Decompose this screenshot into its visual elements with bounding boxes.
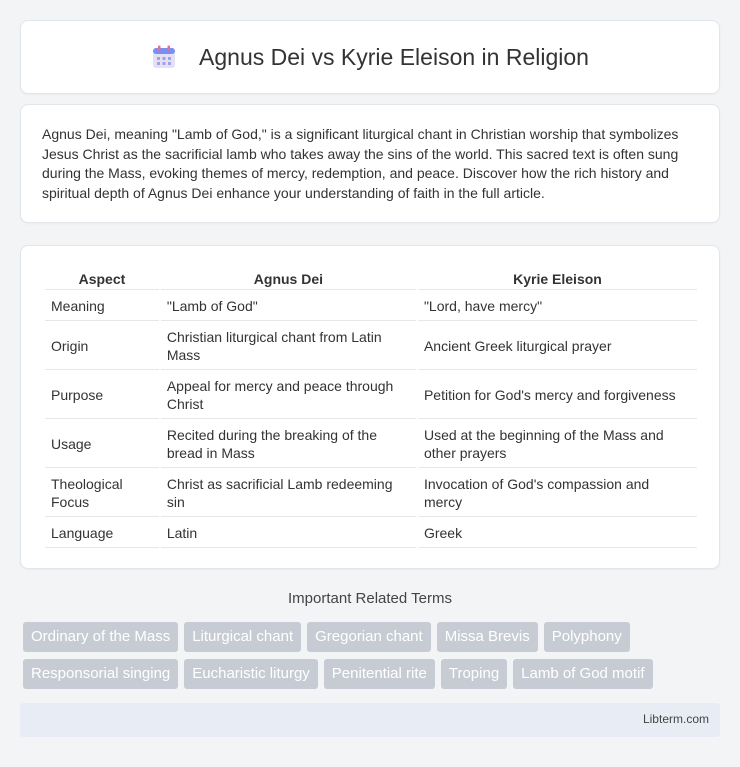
term-tag[interactable]: Gregorian chant xyxy=(307,622,431,652)
footer-site-link[interactable]: Libterm.com xyxy=(642,712,709,726)
table-cell: "Lord, have mercy" xyxy=(418,292,697,321)
comparison-table xyxy=(43,266,699,550)
intro-text: Agnus Dei, meaning "Lamb of God," is a significant liturgical chant in Christian worship that symbolizes Jesus Christ as the sacrificial lamb who takes away the sins of the world. This sacred text is often sung during the Mass, evoking themes of mercy, redemption, and peace. Discover how the rich history and spiritual depth of Agnus Dei enhance your understanding of faith in the full article. xyxy=(42,126,679,201)
term-tag[interactable]: Polyphony xyxy=(544,622,630,652)
intro-card xyxy=(20,104,720,223)
comparison-card xyxy=(20,245,720,569)
table-row xyxy=(45,372,697,419)
table-cell: Language xyxy=(45,519,159,548)
table-row xyxy=(45,292,697,321)
table-cell: Usage xyxy=(45,421,159,468)
term-tag[interactable]: Ordinary of the Mass xyxy=(23,622,178,652)
table-cell: Petition for God's mercy and forgiveness xyxy=(418,372,697,419)
table-row xyxy=(45,323,697,370)
table-cell: Latin xyxy=(161,519,416,548)
calendar-icon xyxy=(151,44,177,70)
table-row xyxy=(45,519,697,548)
term-tag[interactable]: Penitential rite xyxy=(324,659,435,689)
term-tag[interactable]: Missa Brevis xyxy=(437,622,538,652)
table-row xyxy=(45,421,697,468)
table-cell: Recited during the breaking of the bread in Mass xyxy=(161,421,416,468)
table-cell: Purpose xyxy=(45,372,159,419)
table-cell: Invocation of God's compassion and mercy xyxy=(418,470,697,517)
table-cell: "Lamb of God" xyxy=(161,292,416,321)
term-tag[interactable]: Responsorial singing xyxy=(23,659,178,689)
table-row xyxy=(45,470,697,517)
column-header: Aspect xyxy=(45,268,159,290)
table-header-row xyxy=(45,268,697,290)
term-tag[interactable]: Eucharistic liturgy xyxy=(184,659,318,689)
column-header: Kyrie Eleison xyxy=(418,268,697,290)
table-cell: Ancient Greek liturgical prayer xyxy=(418,323,697,370)
table-cell: Christian liturgical chant from Latin Mass xyxy=(161,323,416,370)
table-cell: Theological Focus xyxy=(45,470,159,517)
page-title: Agnus Dei vs Kyrie Eleison in Religion xyxy=(199,43,589,70)
footer xyxy=(20,703,720,737)
related-terms-list xyxy=(23,622,723,696)
term-tag[interactable]: Lamb of God motif xyxy=(513,659,652,689)
table-cell: Used at the beginning of the Mass and other prayers xyxy=(418,421,697,468)
term-tag[interactable]: Troping xyxy=(441,659,507,689)
related-terms-title: Important Related Terms xyxy=(288,590,452,607)
table-cell: Appeal for mercy and peace through Christ xyxy=(161,372,416,419)
column-header: Agnus Dei xyxy=(161,268,416,290)
table-cell: Christ as sacrificial Lamb redeeming sin xyxy=(161,470,416,517)
table-cell: Greek xyxy=(418,519,697,548)
term-tag[interactable]: Liturgical chant xyxy=(184,622,301,652)
table-cell: Meaning xyxy=(45,292,159,321)
header-card xyxy=(20,20,720,94)
table-cell: Origin xyxy=(45,323,159,370)
